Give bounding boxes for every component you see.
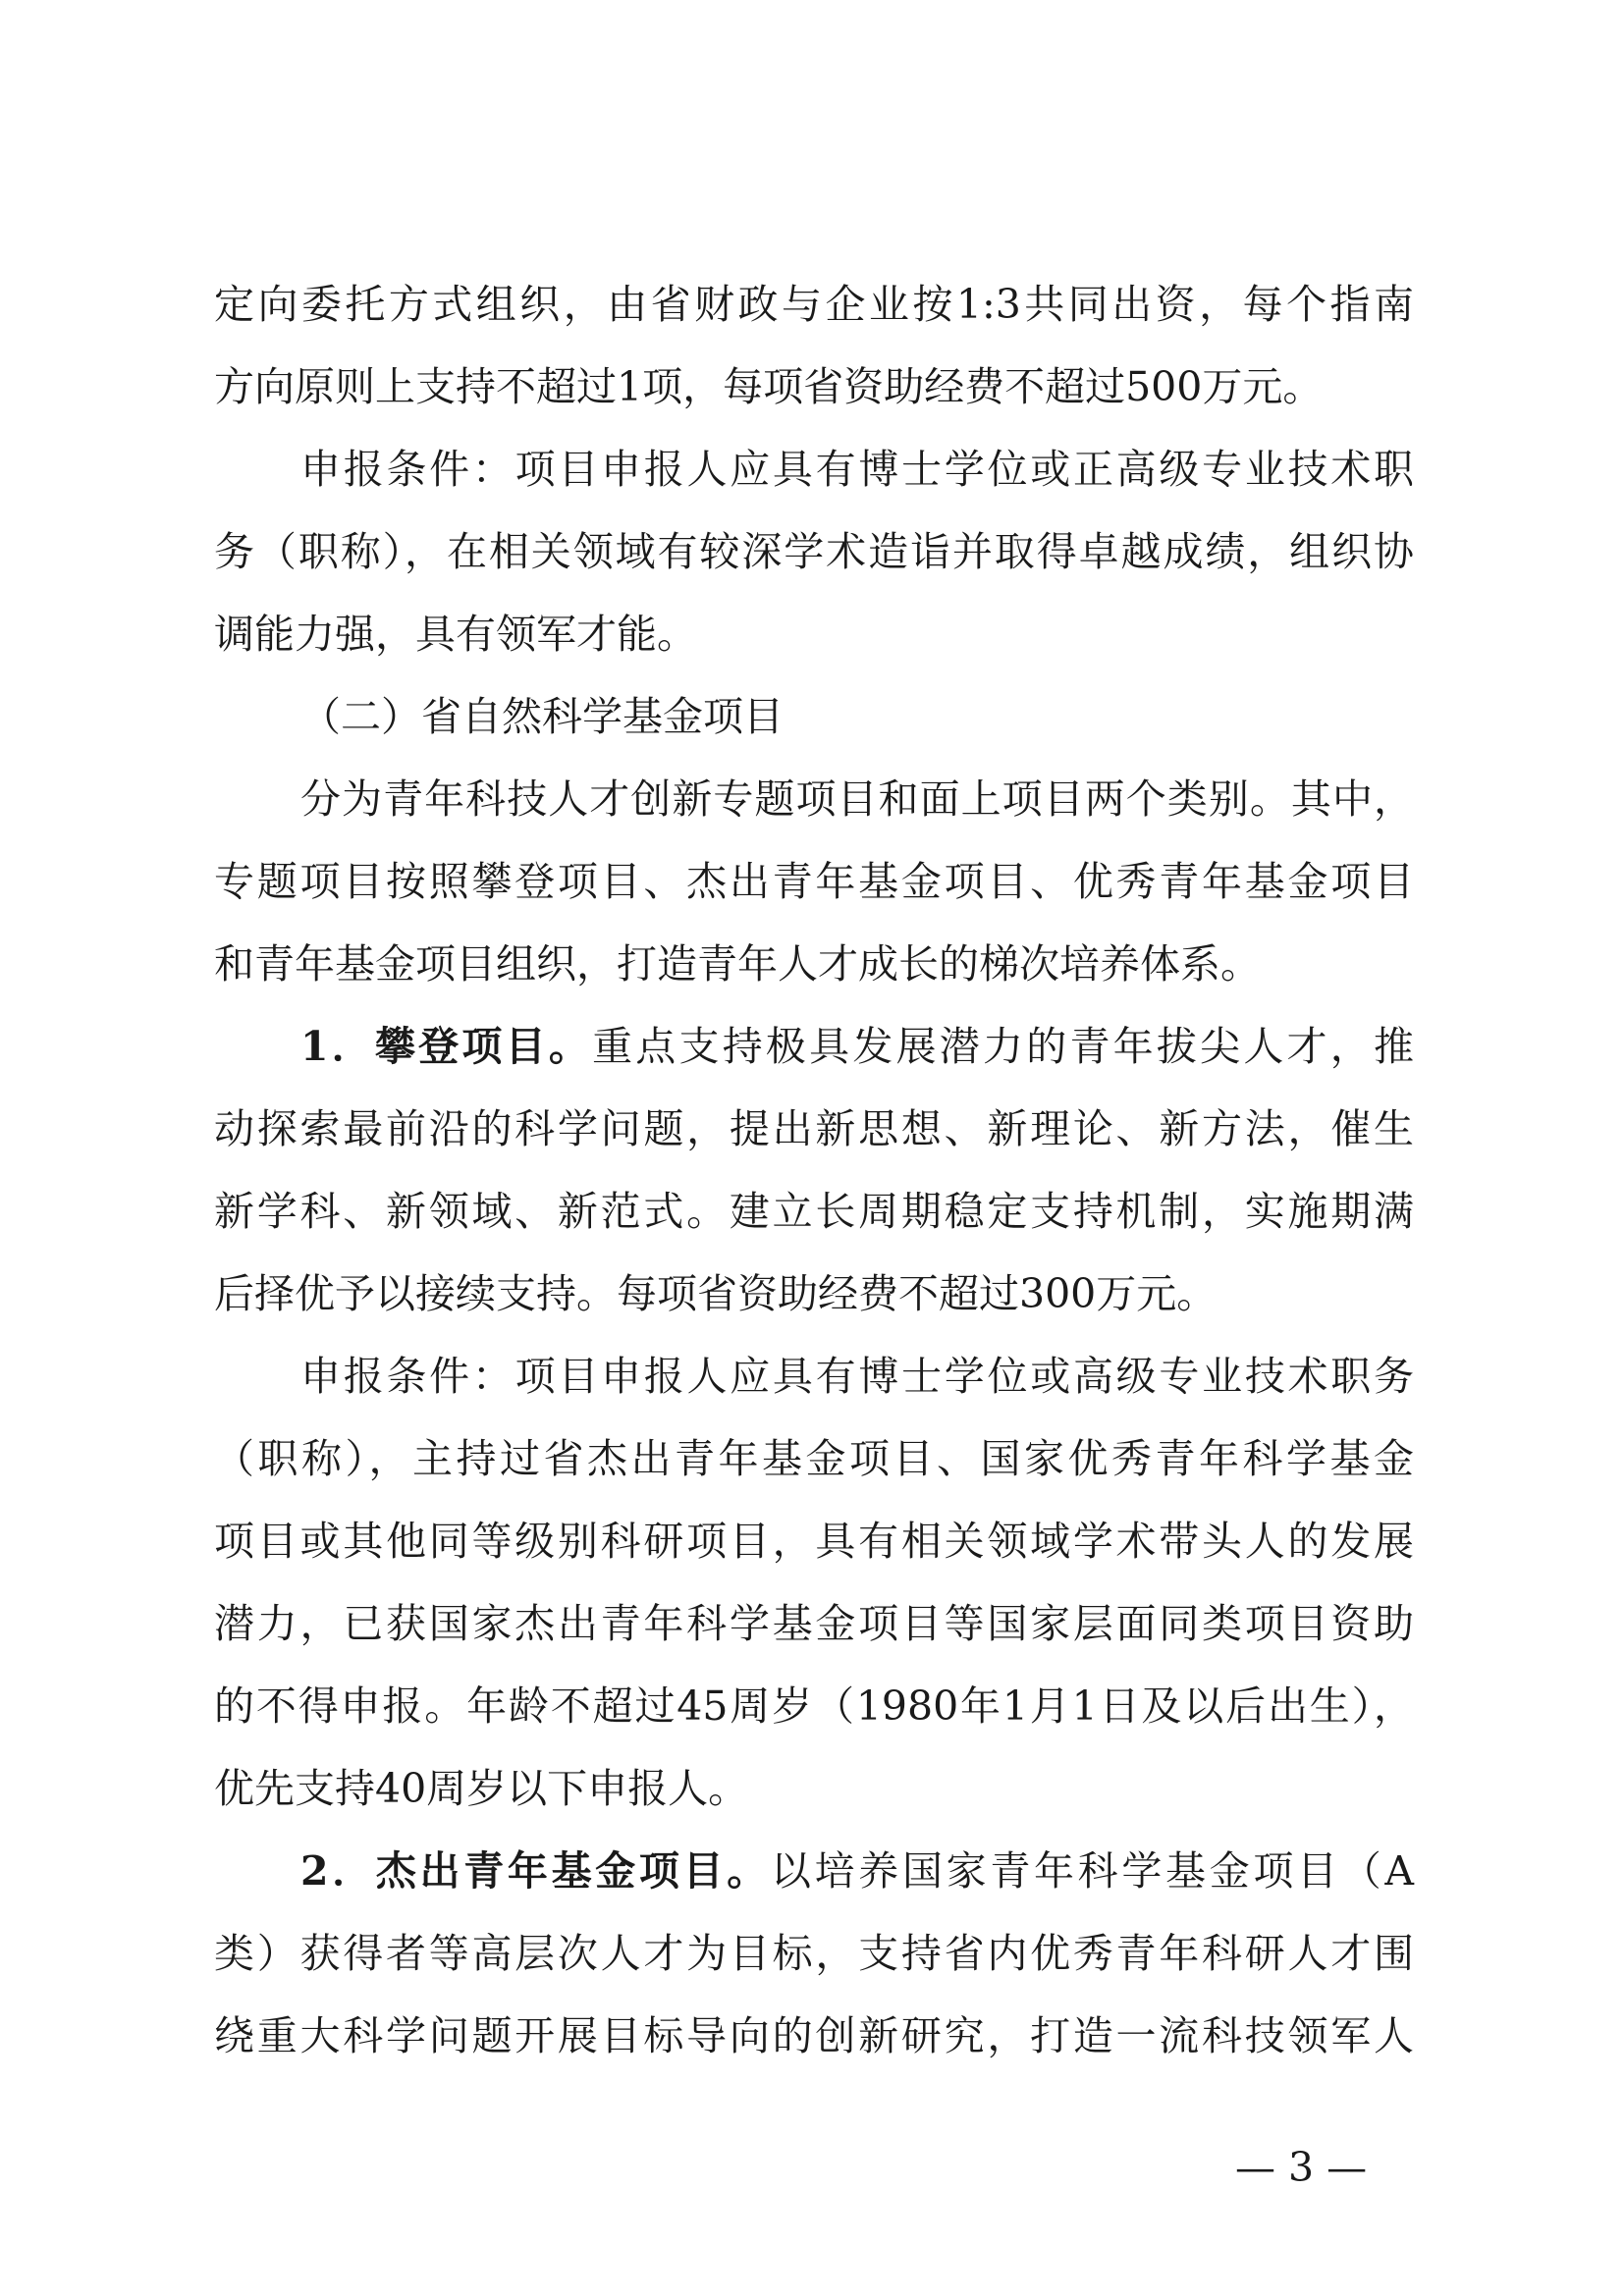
text-line: 项目或其他同等级别科研项目，具有相关领域学术带头人的发展 — [214, 1518, 1414, 1565]
text-line: 调能力强，具有领军才能。 — [214, 611, 697, 658]
document-body — [214, 263, 1414, 2077]
text-line: 绕重大科学问题开展目标导向的创新研究，打造一流科技领军人 — [214, 2012, 1414, 2059]
paragraph-outstanding-youth-project — [214, 1830, 1414, 2077]
text-line: 的不得申报。年龄不超过45周岁（1980年1月1日及以后出生）， — [214, 1682, 1414, 1730]
item-lead-title: 2．杰出青年基金项目。 — [300, 1847, 771, 1895]
text-line: 和青年基金项目组织，打造青年人才成长的梯次培养体系。 — [214, 940, 1261, 988]
text-line — [214, 1005, 1414, 1088]
text-fragment: 重点支持极具发展潜力的青年拔尖人才，推 — [592, 1023, 1414, 1070]
item-lead-title: 1．攀登项目。 — [300, 1023, 593, 1070]
paragraph-category-overview — [214, 758, 1414, 1005]
text-line: 分为青年科技人才创新专题项目和面上项目两个类别。其中， — [300, 775, 1414, 823]
text-line: 申报条件：项目申报人应具有博士学位或高级专业技术职务 — [300, 1353, 1414, 1400]
text-line: 务（职称），在相关领域有较深学术造诣并取得卓越成绩，组织协 — [214, 528, 1414, 575]
text-line: 专题项目按照攀登项目、杰出青年基金项目、优秀青年基金项目 — [214, 858, 1414, 905]
text-line — [214, 1830, 1414, 1912]
paragraph-climbing-project — [214, 1005, 1414, 1335]
paragraph-application-conditions-1 — [214, 428, 1414, 675]
text-line: 方向原则上支持不超过1项，每项省资助经费不超过500万元。 — [214, 363, 1324, 410]
text-line: 类）获得者等高层次人才为目标，支持省内优秀青年科研人才围 — [214, 1930, 1414, 1977]
text-fragment: 以培养国家青年科学基金项目（A — [770, 1847, 1415, 1895]
section-heading: （二）省自然科学基金项目 — [300, 693, 784, 740]
paragraph-funding-method — [214, 263, 1414, 428]
text-line: 潜力，已获国家杰出青年科学基金项目等国家层面同类项目资助 — [214, 1600, 1414, 1647]
text-line: 动探索最前沿的科学问题，提出新思想、新理论、新方法，催生 — [214, 1105, 1414, 1152]
text-line: 定向委托方式组织，由省财政与企业按1:3共同出资，每个指南 — [214, 281, 1414, 328]
text-line: 申报条件：项目申报人应具有博士学位或正高级专业技术职 — [300, 446, 1414, 493]
text-line: 优先支持40周岁以下申报人。 — [214, 1765, 749, 1812]
paragraph-application-conditions-2 — [214, 1335, 1414, 1830]
page-number: — 3 — — [1235, 2144, 1368, 2191]
text-line: 新学科、新领域、新范式。建立长周期稳定支持机制，实施期满 — [214, 1188, 1414, 1235]
text-line: （职称），主持过省杰出青年基金项目、国家优秀青年科学基金 — [214, 1435, 1414, 1482]
text-line: 后择优予以接续支持。每项省资助经费不超过300万元。 — [214, 1270, 1218, 1317]
